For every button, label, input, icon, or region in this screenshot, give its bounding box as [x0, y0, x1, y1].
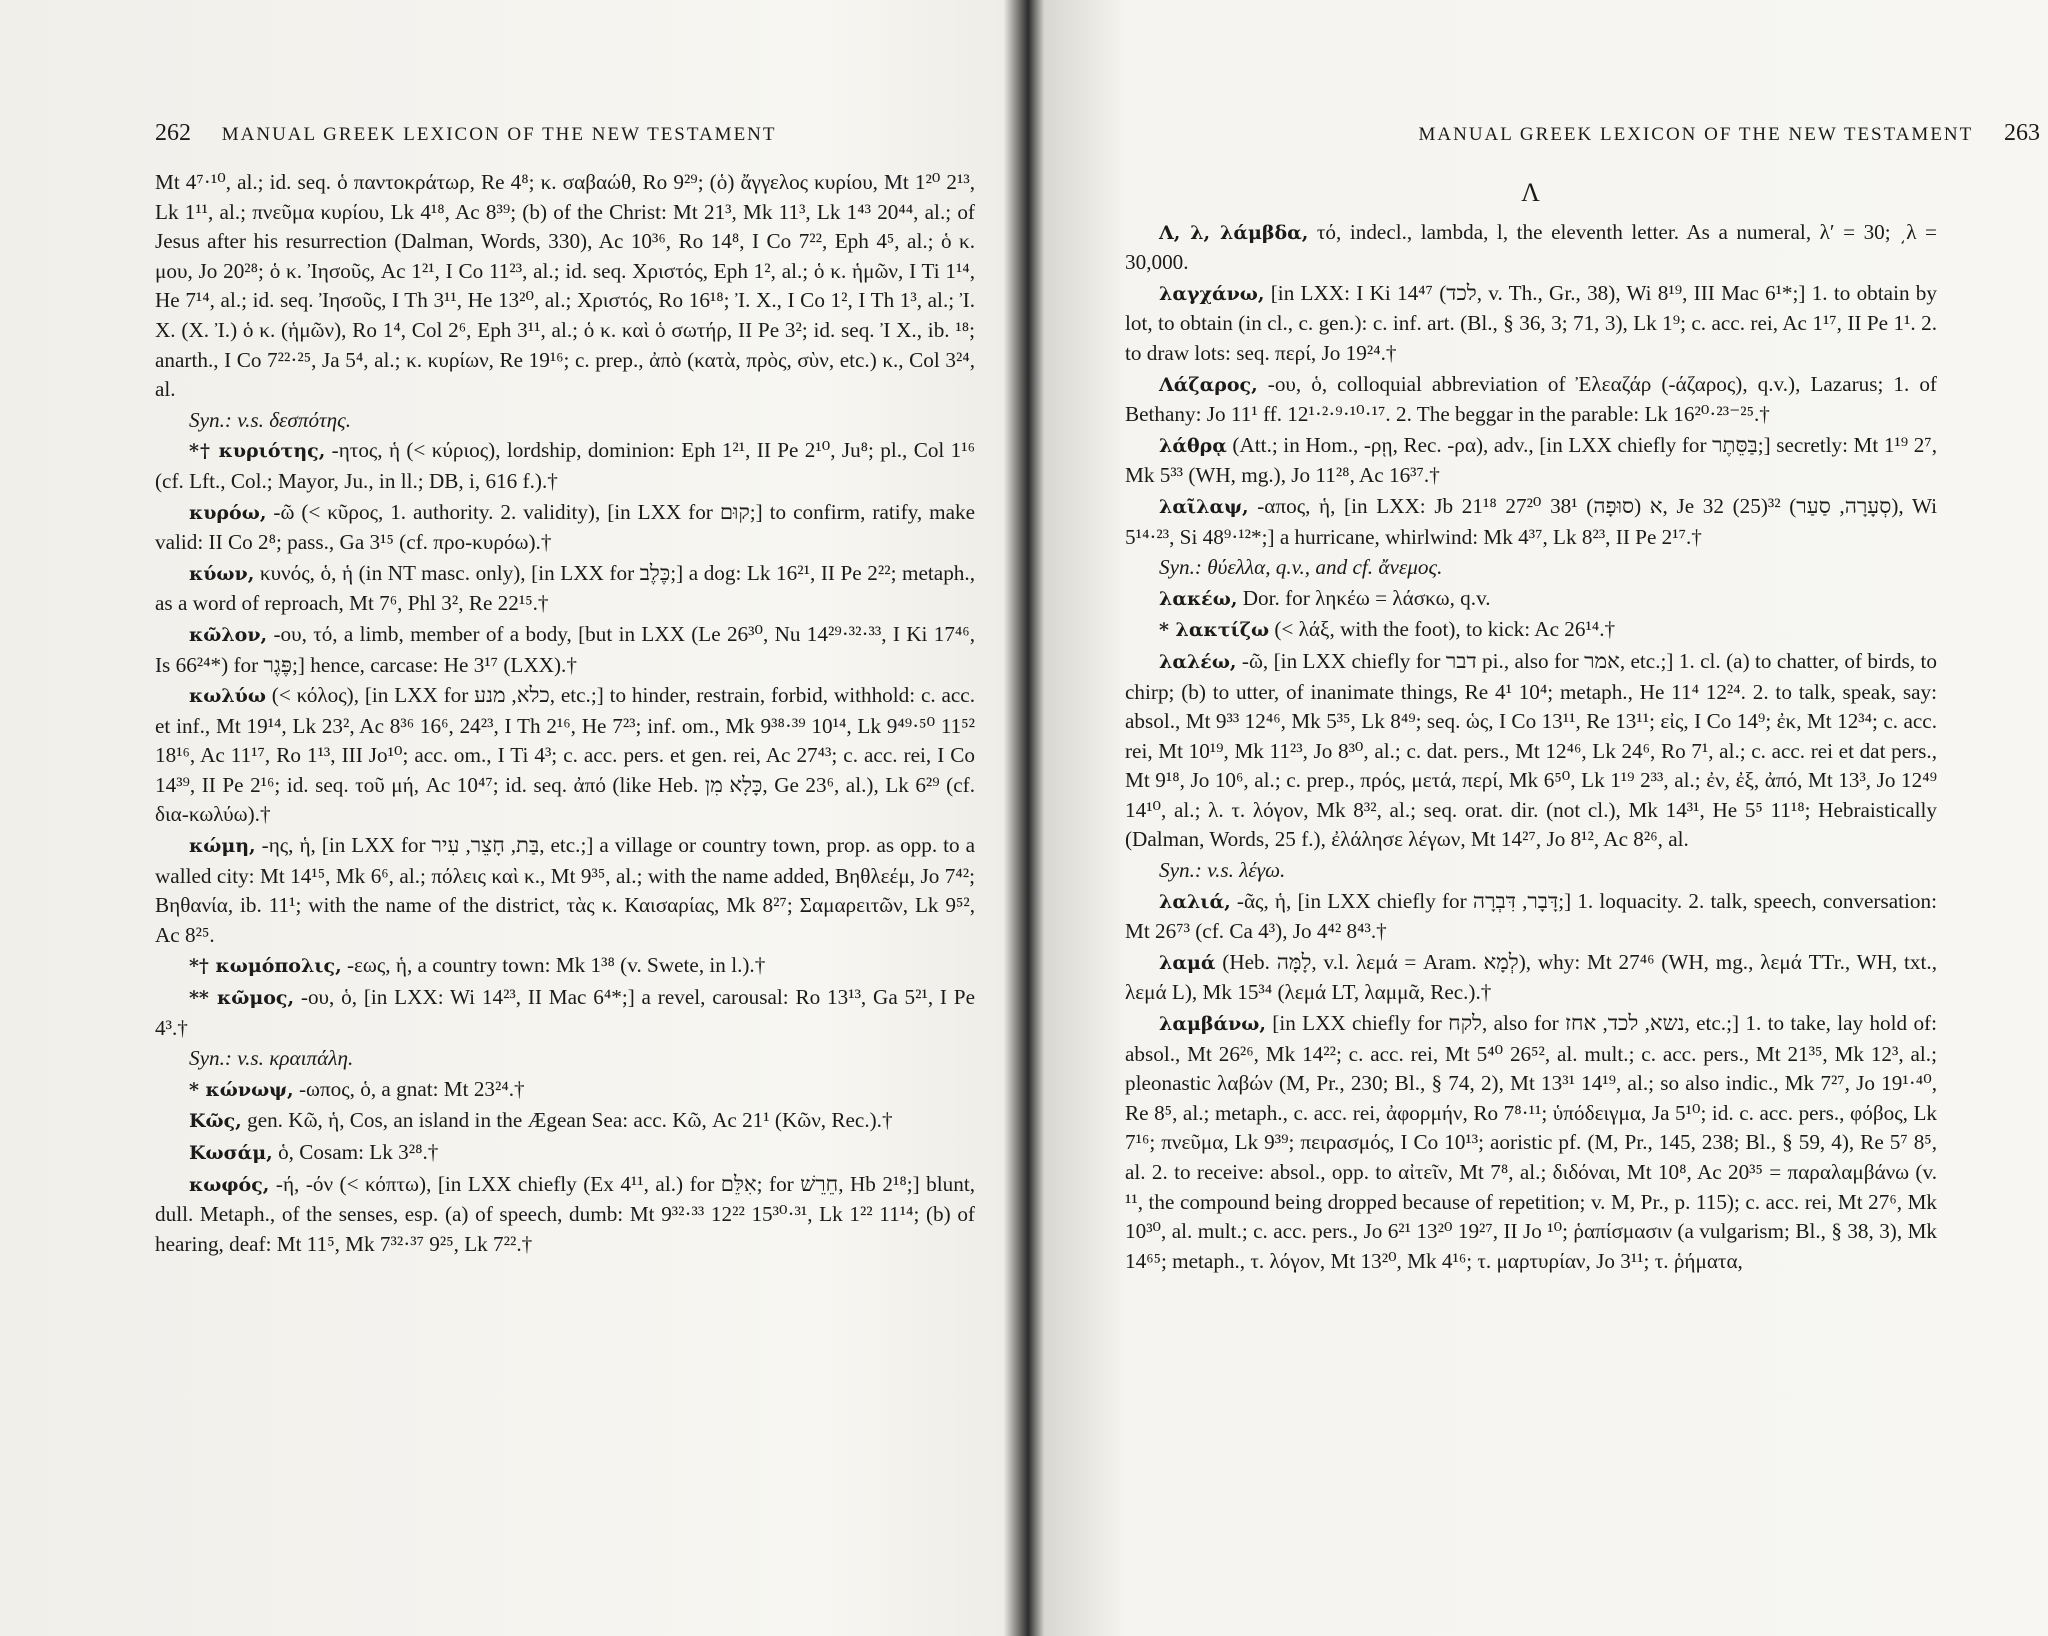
entry-headword: *† κυριότης,	[189, 440, 326, 463]
page-number-left: 262	[155, 120, 191, 146]
left-page	[0, 0, 1010, 1636]
entry-headword: ** κῶμος,	[189, 987, 295, 1010]
lexicon-entry	[155, 951, 975, 982]
entry-headword: λαγχάνω,	[1159, 282, 1265, 305]
lexicon-entry	[1125, 647, 1937, 855]
page-number-right: 263	[2004, 120, 2040, 146]
entry-headword: λαλιά,	[1159, 890, 1231, 913]
entry-definition: -ῶ, [in LXX chiefly for דבר pi., also for אמר, etc.;] 1. cl. (a) to chatter, of birds, to chirp; (b) to utter, of inanimate things, Re 4¹ 10⁴; metaph., He 11⁴ 12²⁴. 2. to talk, speak, say: absol., Mt 9³³ 12⁴⁶, Mk 5³⁵, Lk 8⁴⁹; seq. ὡς, I Co 13¹¹, Re 13¹¹; εἰς, I Co 14⁹; ἐκ, Mt 12³⁴; c. acc. rei, Mt 10¹⁹, Mk 11²³, Jo 8³⁰, al.; c. dat. pers., Mt 12⁴⁶, Lk 24⁶, Ro 7¹, al.; c. acc. rei et dat pers., Mt 9¹⁸, Jo 10⁶, al.; c. prep., πρός, μετά, περί, Mk 6⁵⁰, Lk 1¹⁹ 2³³, al.; ἐν, ἐξ, ἀπό, Mt 13³, Jo 12⁴⁹ 14¹⁰, al.; λ. τ. λόγον, Mk 8³², al.; seq. orat. dir. (not cl.), Mk 14³¹, He 5⁵ 11¹⁸; Hebraistically (Dalman, Words, 25 f.), ἐλάλησε λέγων, Mt 14²⁷, Jo 8¹², Ac 8²⁶, al.	[1125, 648, 1937, 852]
right-page	[1030, 0, 2048, 1636]
entry-definition: -ητος, ἡ (< κύριος), lordship, dominion: Eph 1²¹, II Pe 2¹⁰, Ju⁸; pl., Col 1¹⁶ (cf. Lft., Col.; Mayor, Ju., in ll.; DB, i, 616 f.).†	[155, 438, 975, 493]
synonym-note: Syn.: θύελλα, q.v., and cf. ἄνεμος.	[1159, 555, 1443, 580]
entry-headword: Κῶς,	[189, 1110, 242, 1133]
entry-continuation: Mt 4⁷·¹⁰, al.; id. seq. ὁ παντοκράτωρ, Re 4⁸; κ. σαβαώθ, Ro 9²⁹; (ὁ) ἄγγελος κυρίου, Mt 1²⁰ 2¹³, Lk 1¹¹, al.; πνεῦμα κυρίου, Lk 4¹⁸, Ac 8³⁹; (b) of the Christ: Mt 21³, Mk 11³, Lk 1⁴³ 20⁴⁴, al.; of Jesus after his resurrection (Dalman, Words, 330), Ac 10³⁶, Ro 14⁸, I Co 7²², Eph 4⁵, al.; ὁ κ. μου, Jo 20²⁸; ὁ κ. Ἰησοῦς, Ac 1²¹, I Co 11²³, al.; id. seq. Χριστός, Eph 1², al.; ὁ κ. ἡμῶν, I Ti 1¹⁴, He 7¹⁴, al.; id. seq. Ἰησοῦς, I Th 3¹¹, He 13²⁰, al.; Χριστός, Ro 16¹⁸; Ἰ. Χ., I Co 1², I Th 1³, al.; Ἰ. Χ. (Χ. Ἰ.) ὁ κ. (ἡμῶν), Ro 1⁴, Col 2⁶, Eph 3¹¹, al.; ὁ κ. καὶ ὁ σωτήρ, II Pe 3²; id. seq. Ἰ Χ., ib. ¹⁸; anarth., I Co 7²²·²⁵, Ja 5⁴, al.; κ. κυρίων, Re 19¹⁶; c. prep., ἀπὸ (κατὰ, πρὸς, σὺν, etc.) κ., Col 3²⁴, al.	[155, 170, 975, 402]
entry-headword: * λακτίζω	[1159, 619, 1270, 642]
entry-definition: [in LXX: I Ki 14⁴⁷ (לכד, v. Th., Gr., 38), Wi 8¹⁹, III Mac 6¹*;] 1. to obtain by lot, to obtain (in cl., c. gen.): c. inf. art. (Bl., § 36, 3; 71, 3), Lk 1⁹; c. acc. rei, Ac 1¹⁷, II Pe 1¹. 2. to draw lots: seq. περί, Jo 19²⁴.†	[1125, 280, 1937, 365]
entry-headword: κωφός,	[189, 1173, 270, 1196]
entry-definition: ὁ, Cosam: Lk 3²⁸.†	[272, 1140, 439, 1164]
synonym-note: Syn.: v.s. δεσπότης.	[189, 407, 352, 432]
lexicon-entry	[155, 1138, 975, 1169]
entry-headword: κῶλον,	[189, 623, 268, 646]
entry-headword: λάθρᾳ	[1159, 434, 1227, 457]
entry-headword: Λ, λ, λάμβδα,	[1159, 221, 1309, 244]
entry-definition: -ωπος, ὁ, a gnat: Mt 23²⁴.†	[293, 1076, 525, 1101]
entry-definition: κυνός, ὁ, ἡ (in NT masc. only), [in LXX for כֶּלֶב;] a dog: Lk 16²¹, II Pe 2²²; metaph., as a word of reproach, Mt 7⁶, Phl 3², Re 22¹⁵.†	[155, 560, 975, 616]
lexicon-entry	[155, 436, 975, 496]
entry-definition: (< λάξ, with the foot), to kick: Ac 26¹⁴.†	[1269, 617, 1616, 642]
entry-headword: λαμβάνω,	[1159, 1013, 1266, 1036]
entry-definition: (Heb. לָמָּה, v.l. λεμά = Aram. לְמָא), why: Mt 27⁴⁶ (WH, mg., λεμά TTr., WH, txt., λεμά L), Mk 15³⁴ (λεμά LT, λαμμᾶ, Rec.).†	[1125, 949, 1937, 1005]
entry-definition: -ή, -όν (< κόπτω), [in LXX chiefly (Ex 4¹¹, al.) for אִלֵּם; for חֵרֵשׁ, Hb 2¹⁸;] blunt, dull. Metaph., of the senses, esp. (a) of speech, dumb: Mt 9³²·³³ 12²² 15³⁰·³¹, Lk 1²² 11¹⁴; (b) of hearing, deaf: Mt 11⁵, Mk 7³²·³⁷ 9²⁵, Lk 7²².†	[155, 1171, 975, 1256]
lexicon-entry	[155, 681, 975, 830]
lexicon-entry	[1125, 887, 1937, 947]
entry-definition: -εως, ἡ, a country town: Mk 1³⁸ (v. Swete, in l.).†	[341, 953, 766, 978]
lexicon-entry	[1125, 279, 1937, 369]
entry-headword: * κώνωψ,	[189, 1078, 294, 1101]
lexicon-entry	[1125, 492, 1937, 552]
entry-headword: κώμη,	[189, 835, 256, 858]
running-head-left	[155, 120, 975, 147]
entry-headword: Λάζαρος,	[1159, 373, 1258, 396]
entry-headword: λαῖλαψ,	[1159, 495, 1249, 518]
entry-definition: τό, indecl., lambda, l, the eleventh letter. As a numeral, λʹ = 30; ͵λ = 30,000.	[1125, 219, 1937, 275]
lexicon-entry	[155, 498, 975, 558]
lexicon-entry	[155, 983, 975, 1043]
entry-definition: -απος, ἡ, [in LXX: Jb 21¹⁸ 27²⁰ א (סוּפָה) 38¹, Je 32 (25)³² (סְעָרָה, סַעַר), Wi 5¹⁴·²³, Si 48⁹·¹²*;] a hurricane, whirlwind: Mk 4³⁷, Lk 8²³, II Pe 2¹⁷.†	[1125, 493, 1937, 549]
running-title-left: MANUAL GREEK LEXICON OF THE NEW TESTAMENT	[221, 124, 777, 145]
lexicon-entry	[155, 1170, 975, 1260]
entry-definition: [in LXX chiefly for לקח, also for נשא, לכד, אחז, etc.;] 1. to take, lay hold of: absol., Mt 26²⁶, Mk 14²²; c. acc. rei, Mt 5⁴⁰ 26⁵², al. mult.; c. acc. pers., Mt 21³⁵, Mk 12³, al.; pleonastic λαβών (M, Pr., 230; Bl., § 74, 2), Mt 13³¹ 14¹⁹, al.; so also indic., Mk 7²⁷, Jo 19¹·⁴⁰, Re 8⁵, al.; metaph., c. acc. rei, ἀφορμήν, Ro 7⁸·¹¹; ὑπόδειγμα, Ja 5¹⁰; id. c. acc. pers., φόβος, Lk 7¹⁶; πνεῦμα, Lk 9³⁹; πειρασμός, I Co 10¹³; aoristic pf. (M, Pr., 145, 238; Bl., § 59, 4), Re 5⁷ 8⁵, al. 2. to receive: absol., opp. to αἰτεῖν, Mt 7⁸, al.; διδόναι, Mt 10⁸, Ac 20³⁵ = παραλαμβάνω (v. ¹¹, the compound being dropped because of repetition; v. M, Pr., p. 115); c. acc. rei, Mt 27⁶, Mk 10³⁰, al. mult.; c. acc. pers., Jo 6²¹ 13²⁰ 19²⁷, II Jo ¹⁰; ῥαπίσμασιν (a vulgarism; Bl., § 38, 3), Mk 14⁶⁵; metaph., τ. λόγον, Mt 13²⁰, Mk 4¹⁶; τ. μαρτυρίαν, Jo 3¹¹; τ. ῥήματα,	[1125, 1011, 1937, 1273]
right-column	[1125, 178, 1937, 1277]
lexicon-entry	[155, 831, 975, 950]
synonym-note: Syn.: v.s. λέγω.	[1159, 858, 1286, 883]
entry-definition: -ου, τό, a limb, member of a body, [but in LXX (Le 26³⁰, Nu 14²⁹·³²·³³, I Ki 17⁴⁶, Is 66²⁴*) for פֶּגֶר;] hence, carcase: He 3¹⁷ (LXX).†	[155, 621, 975, 677]
running-title-right: MANUAL GREEK LEXICON OF THE NEW TESTAMENT	[1418, 124, 1974, 145]
entry-definition: -ου, ὁ, [in LXX: Wi 14²³, II Mac 6⁴*;] a revel, carousal: Ro 13¹³, Ga 5²¹, I Pe 4³.†	[155, 985, 975, 1040]
lexicon-entry	[1125, 948, 1937, 1008]
entry-definition: Dor. for ληκέω = λάσκω, q.v.	[1237, 585, 1491, 610]
entry-definition: (< κόλος), [in LXX for כלא, מנע, etc.;] to hinder, restrain, forbid, withhold: c. acc. et inf., Mt 19¹⁴, Lk 23², Ac 8³⁶ 16⁶, 24²³, I Th 2¹⁶, He 7²³; inf. om., Mk 9³⁸·³⁹ 10¹⁴, Lk 9⁴⁹·⁵⁰ 11⁵² 18¹⁶, Ac 11¹⁷, Ro 1¹³, III Jo¹⁰; acc. om., I Ti 4³; c. acc. pers. et gen. rei, Ac 27⁴³; c. acc. rei, I Co 14³⁹, II Pe 2¹⁶; id. seq. τοῦ μή, Ac 10⁴⁷; id. seq. ἀπό (like Heb. כָּלָא מִן, Ge 23⁶, al.), Lk 6²⁹ (cf. δια-κωλύω).†	[155, 683, 976, 827]
lexicon-entry	[155, 559, 975, 619]
lexicon-entry	[1125, 370, 1937, 430]
letter-heading: Λ	[1521, 178, 1541, 207]
entry-headword: λαλέω,	[1159, 650, 1237, 673]
entry-headword: Κωσάμ,	[189, 1142, 273, 1164]
entry-headword: λαμά	[1159, 951, 1216, 974]
entry-headword: *† κωμόπολις,	[189, 955, 342, 978]
entry-headword: κωλύω	[189, 685, 266, 708]
entry-definition: (Att.; in Hom., -ρῃ, Rec. -ρα), adv., [in LXX chiefly for בַּסֵּתֶר;] secretly: Mt 1¹⁹ 2⁷, Mk 5³³ (WH, mg.), Jo 11²⁸, Ac 16³⁷.†	[1125, 432, 1937, 488]
lexicon-entry	[1125, 218, 1937, 278]
lexicon-entry	[1125, 431, 1937, 491]
entry-headword: λακέω,	[1159, 587, 1238, 610]
lexicon-entry	[155, 1106, 975, 1137]
lexicon-entry	[1125, 615, 1937, 646]
synonym-note: Syn.: v.s. κραιπάλη.	[189, 1046, 354, 1071]
lexicon-entry	[155, 1075, 975, 1106]
lexicon-entry	[1125, 584, 1937, 615]
lexicon-entry	[155, 620, 975, 680]
left-column	[155, 168, 975, 1260]
entry-definition: -ᾶς, ἡ, [in LXX chiefly for דָּבָר, דִּבְרָה;] 1. loquacity. 2. talk, speech, conversation: Mt 26⁷³ (cf. Ca 4³), Jo 4⁴² 8⁴³.†	[1125, 888, 1937, 944]
entry-definition: -ου, ὁ, colloquial abbreviation of Ἐλεαζάρ (-άζαρος), q.v.), Lazarus; 1. of Bethany: Jo 11¹ ff. 12¹·²·⁹·¹⁰·¹⁷. 2. The beggar in the parable: Lk 16²⁰·²³⁻²⁵.†	[1125, 371, 1937, 427]
entry-definition: -ης, ἡ, [in LXX for בַּת, חָצֵר, עִיר, etc.;] a village or country town, prop. as opp. to a walled city: Mt 14¹⁵, Mk 6⁶, al.; πόλεις καὶ κ., Mt 9³⁵, al.; with the name added, Βηθλεέμ, Jo 7⁴²; Βηθανία, ib. 11¹; with the name of the district, τὰς κ. Καισαρίας, Mk 8²⁷; Σαμαρειτῶν, Lk 9⁵², Ac 8²⁵.	[155, 833, 976, 947]
lexicon-entry	[1125, 1009, 1937, 1276]
entry-definition: -ῶ (< κῦρος, 1. authority. 2. validity), [in LXX for קוּם;] to confirm, ratify, make valid: II Co 2⁸; pass., Ga 3¹⁵ (cf. προ-κυρόω).†	[155, 499, 975, 555]
entry-headword: κύων,	[189, 562, 255, 585]
entry-definition: gen. Κῶ, ἡ, Cos, an island in the Ægean Sea: acc. Κῶ, Ac 21¹ (Κῶν, Rec.).†	[241, 1108, 893, 1133]
entry-headword: κυρόω,	[189, 501, 267, 524]
running-head-right	[1210, 120, 2040, 147]
